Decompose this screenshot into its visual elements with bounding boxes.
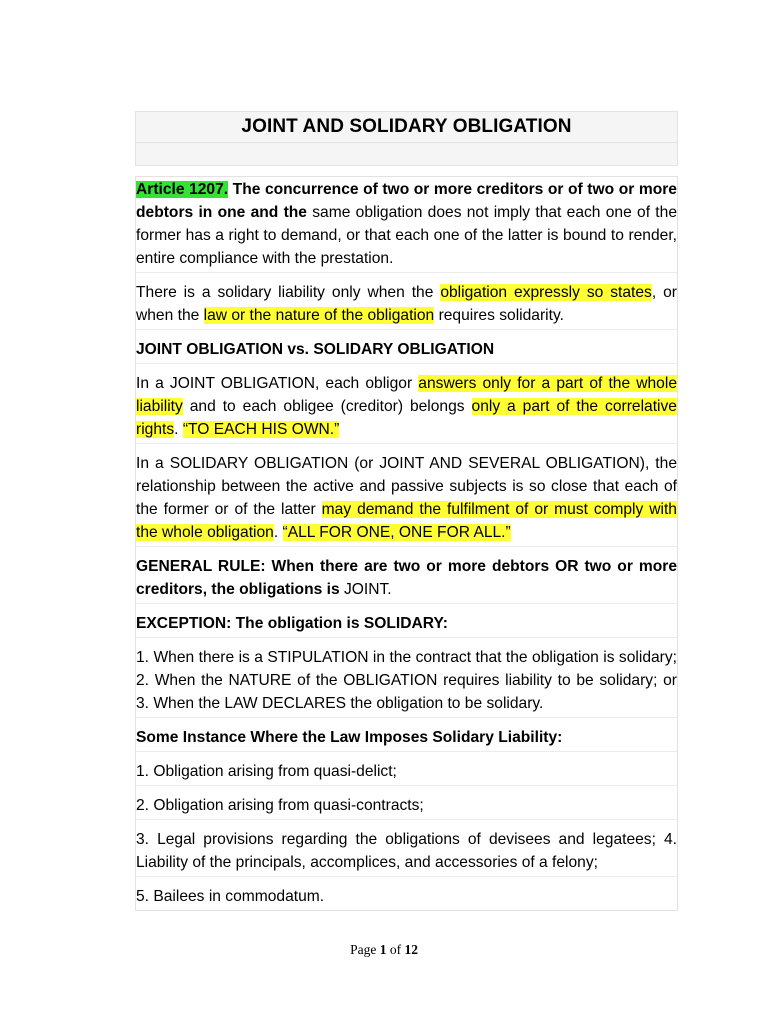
text-segment: , or when the: [136, 284, 678, 324]
text-segment: There is a solidary liability only when the: [136, 284, 441, 301]
page-footer: [0, 942, 768, 958]
highlight-all-for-one: “ALL FOR ONE, ONE FOR ALL.”: [282, 524, 511, 541]
highlight-part-liability: answers only for a part of the whole liability: [136, 375, 677, 415]
text-segment: and to each obligee (creditor) belongs: [182, 398, 472, 415]
text-segment: .: [174, 421, 183, 438]
content-box: [135, 176, 678, 911]
solidary-obligation-paragraph: [136, 451, 677, 547]
text-segment: .: [273, 524, 283, 541]
exception-heading: EXCEPTION: The obligation is SOLIDARY:: [136, 615, 448, 632]
article-label: Article 1207.: [136, 181, 229, 198]
exception-text: 1. When there is a STIPULATION in the contract that the obligation is solidary; 2. When the NATURE of the OBLIGATION requires liability to be solidary; or 3. When the LAW DECLARES the obligation to be solidary.: [136, 649, 677, 712]
general-rule-rest: JOINT.: [339, 581, 392, 598]
article-bold-text: The concurrence of two or more creditors or of two or more debtors in one and the: [136, 181, 677, 221]
section-heading-vs: [136, 337, 677, 364]
instances-heading: Some Instance Where the Law Imposes Solidary Liability:: [136, 729, 563, 746]
general-rule-paragraph: [136, 554, 677, 604]
list-item: [136, 827, 677, 877]
document-title: JOINT AND SOLIDARY OBLIGATION: [241, 116, 572, 137]
exception-text-paragraph: [136, 645, 677, 718]
highlight-each-his-own: “TO EACH HIS OWN.”: [182, 421, 340, 438]
instance-text: 2. Obligation arising from quasi-contracts;: [136, 797, 424, 814]
text-segment: requires solidarity.: [434, 307, 564, 324]
joint-vs-solidary-heading: JOINT OBLIGATION vs. SOLIDARY OBLIGATION: [136, 341, 495, 358]
general-rule-bold: GENERAL RULE: When there are two or more debtors OR two or more creditors, the obligations is: [136, 558, 677, 598]
solidary-liability-paragraph: [136, 280, 677, 330]
highlight-correlative-rights: only a part of the correlative rights: [136, 398, 677, 438]
title-box: [135, 111, 678, 143]
article-text: same obligation does not imply that each one of the former has a right to demand, or that each one of the latter is bound to render, entire compliance with the prestation.: [136, 204, 677, 267]
list-item: [136, 884, 677, 910]
instance-text: 5. Bailees in commodatum.: [136, 888, 325, 905]
instance-text: 3. Legal provisions regarding the obligations of devisees and legatees; 4. Liability of the principals, accomplices, and accessories of a felony;: [136, 831, 677, 871]
highlight-obligation-states: obligation expressly so states: [440, 284, 652, 301]
highlight-law-nature: law or the nature of the obligation: [203, 307, 435, 324]
instances-heading-paragraph: [136, 725, 677, 752]
text-segment: In a JOINT OBLIGATION, each obligor: [136, 375, 419, 392]
document-body: [135, 111, 678, 911]
list-item: [136, 759, 677, 786]
total-page-number: 12: [404, 942, 418, 957]
highlight-whole-obligation: may demand the fulfilment of or must comply with the whole obligation: [136, 501, 677, 541]
title-spacer: [135, 143, 678, 166]
instance-text: 1. Obligation arising from quasi-delict;: [136, 763, 397, 780]
page-word: Page: [350, 942, 380, 957]
text-segment: In a SOLIDARY OBLIGATION (or JOINT AND SEVERAL OBLIGATION), the relationship between the active and passive subjects is so close that each of the former or of the latter: [136, 455, 677, 518]
exception-heading-paragraph: [136, 611, 677, 638]
current-page-number: 1: [379, 942, 387, 957]
of-word: of: [386, 942, 405, 957]
list-item: [136, 793, 677, 820]
article-1207-paragraph: [136, 177, 677, 273]
joint-obligation-paragraph: [136, 371, 677, 444]
